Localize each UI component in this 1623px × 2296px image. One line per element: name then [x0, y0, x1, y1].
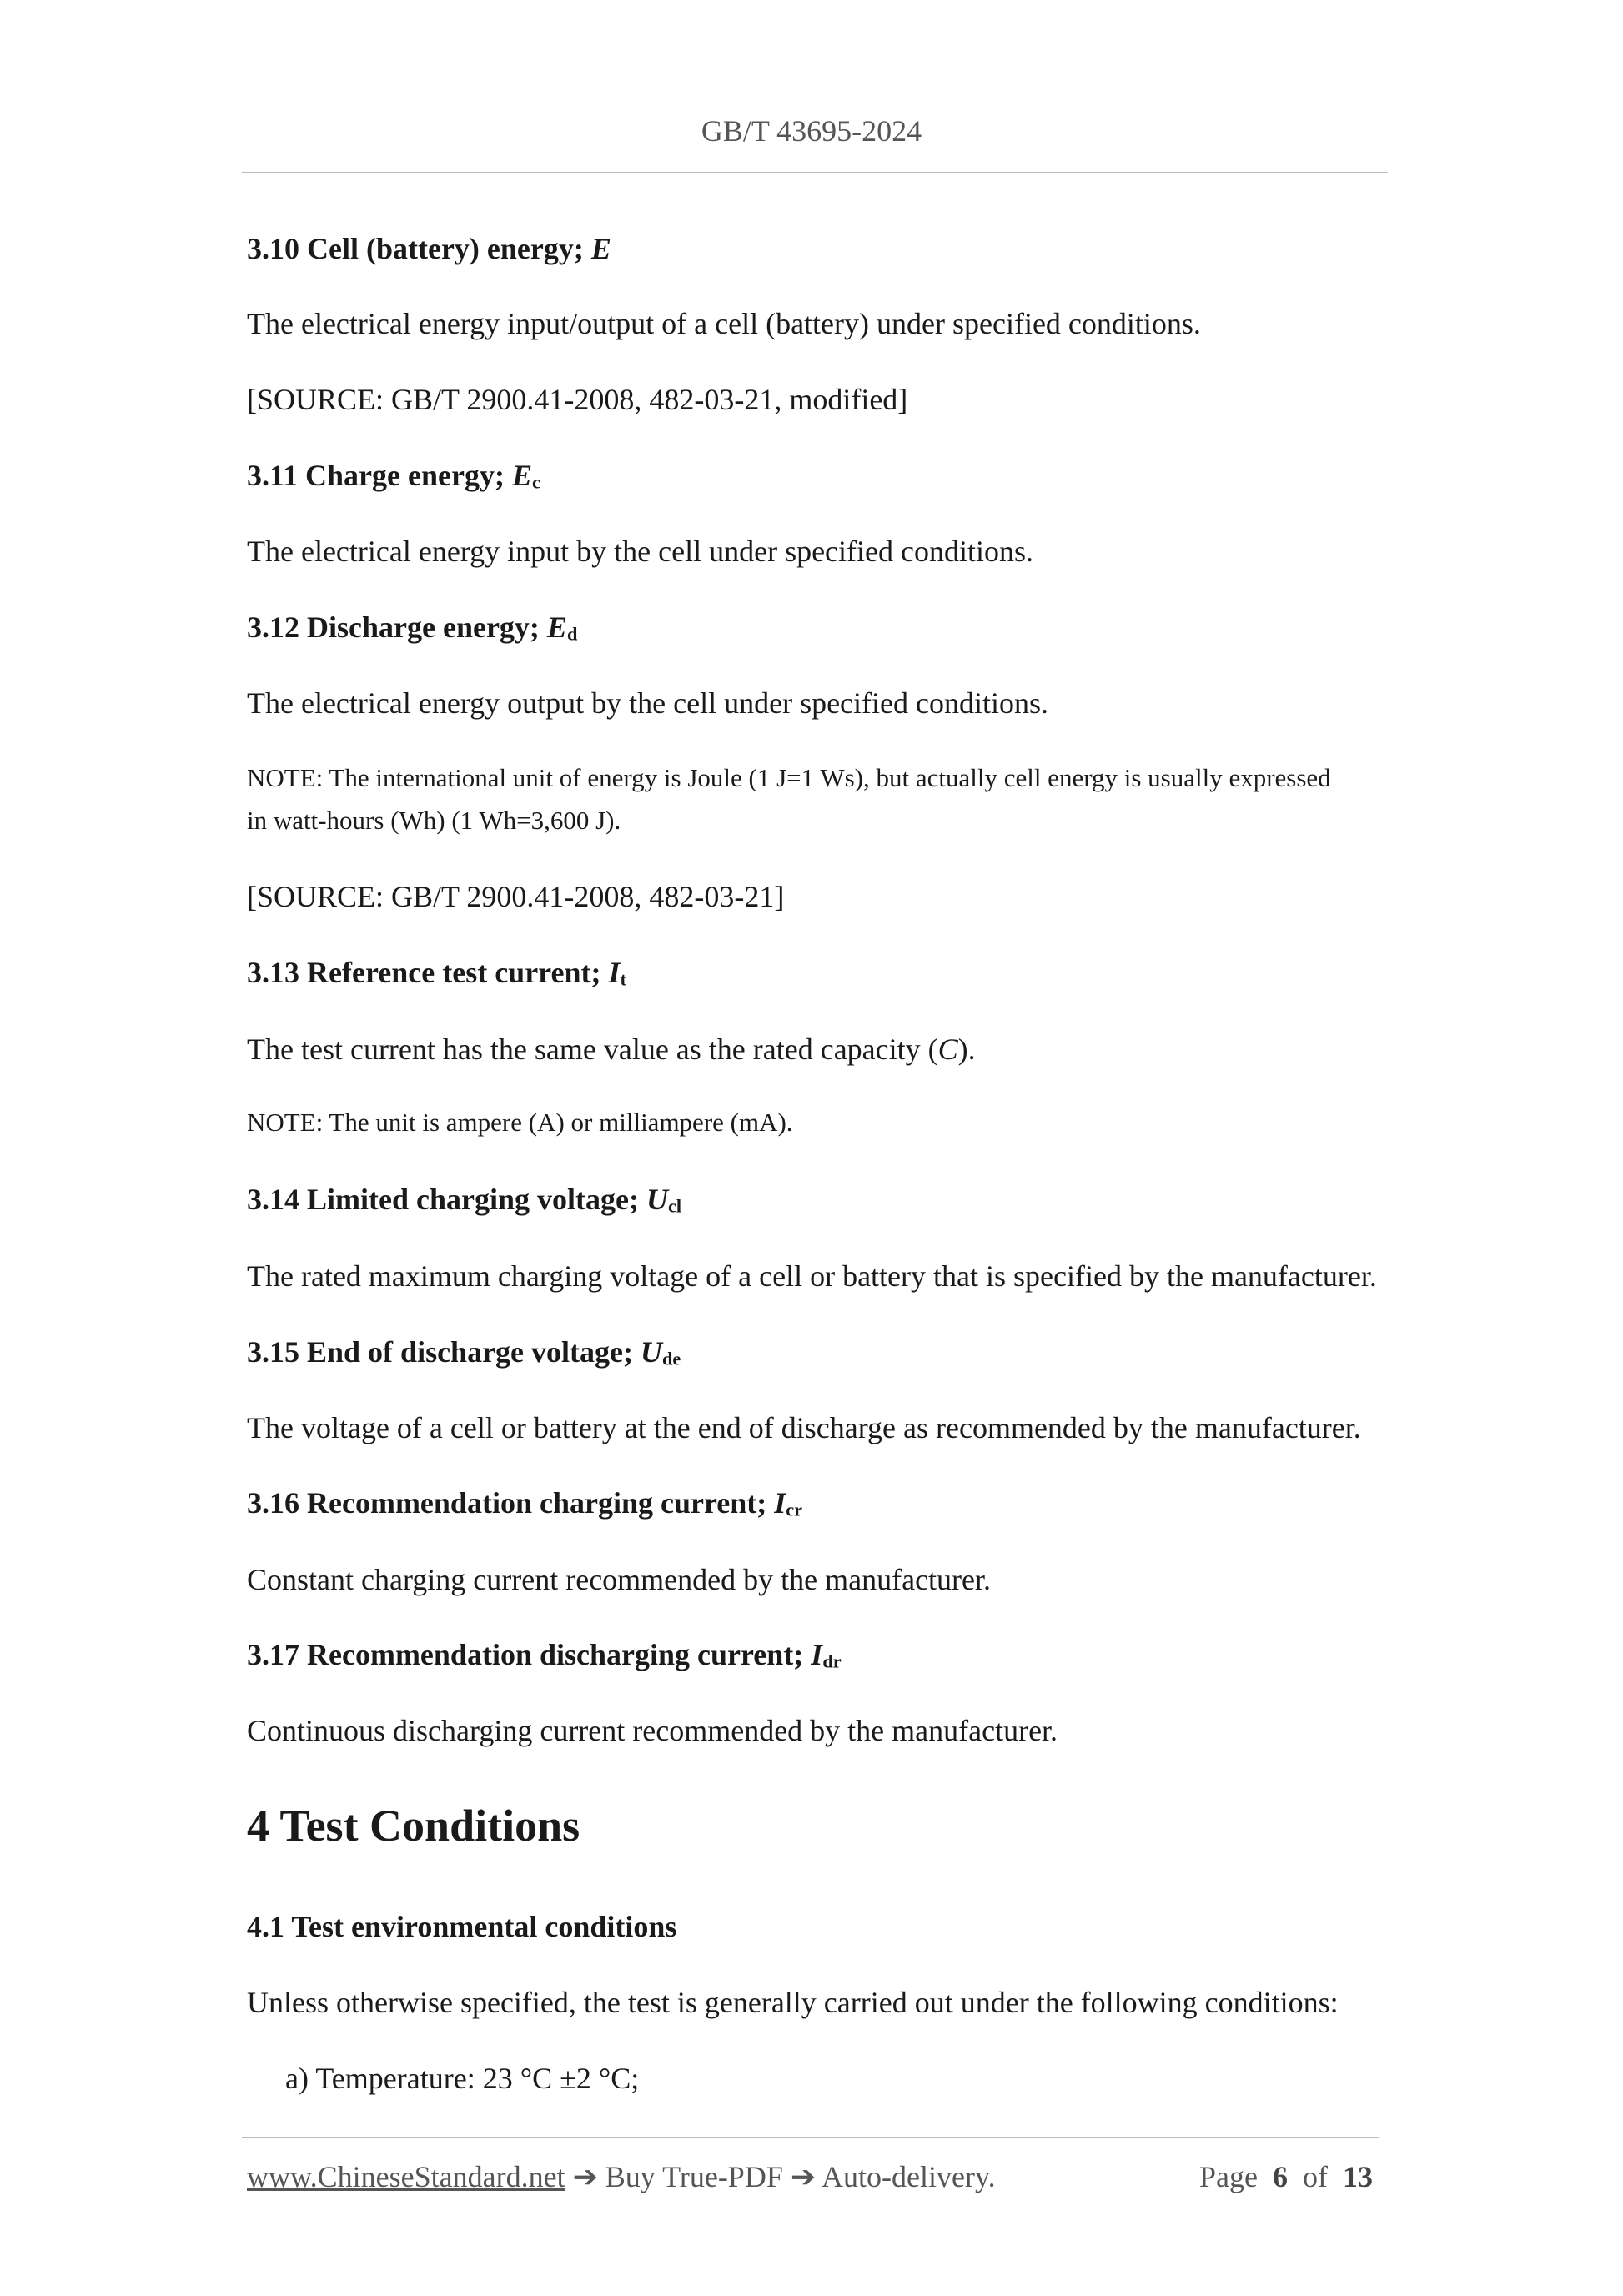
term-3-17-heading: 3.17 Recommendation discharging current; $I_{dr}$ [247, 1638, 842, 1672]
arrow-right-icon: ➔ [572, 2160, 598, 2193]
term-3-15-heading: 3.15 End of discharge voltage; $U_{de}$ [247, 1335, 681, 1369]
term-3-14-definition: The rated maximum charging voltage of a cell or battery that is specified by the manufacturer. [247, 1259, 1377, 1293]
term-3-12-note-line2: in watt-hours (Wh) (1 Wh=3,600 J). [247, 806, 621, 835]
term-3-10-definition: The electrical energy input/output of a cell (battery) under specified conditions. [247, 307, 1201, 340]
term-3-13-note: NOTE: The unit is ampere (A) or milliampere (mA). [247, 1108, 793, 1137]
term-3-12-definition: The electrical energy output by the cell under specified conditions. [247, 686, 1048, 720]
term-3-11-definition: The electrical energy input by the cell under specified conditions. [247, 535, 1033, 568]
buy-true-pdf-text: Buy True-PDF [605, 2160, 783, 2193]
list-item-temperature: a) Temperature: 23 °C ±2 °C; [285, 2062, 640, 2095]
footer-promo [247, 2162, 996, 2192]
term-3-16-heading: 3.16 Recommendation charging current; $I_{cr}$ [247, 1486, 803, 1520]
term-3-11-heading: 3.11 Charge energy; $E_c$ [247, 459, 540, 493]
term-3-13-definition: The test current has the same value as the rated capacity (C). [247, 1032, 976, 1066]
website-link[interactable]: www.ChineseStandard.net [247, 2160, 565, 2193]
header-divider [242, 172, 1388, 173]
term-3-12-note-line1: NOTE: The international unit of energy is Joule (1 J=1 Ws), but actually cell energy is usually expressed [247, 763, 1331, 792]
term-3-14-heading: 3.14 Limited charging voltage; $U_{cl}$ [247, 1183, 682, 1217]
term-3-13-heading: 3.13 Reference test current; $I_t$ [247, 956, 626, 990]
term-3-16-definition: Constant charging current recommended by the manufacturer. [247, 1563, 992, 1596]
term-3-17-definition: Continuous discharging current recommended by the manufacturer. [247, 1714, 1058, 1747]
auto-delivery-text: Auto-delivery. [822, 2160, 996, 2193]
current-page: 6 [1272, 2160, 1288, 2193]
document-id-header: GB/T 43695-2024 [701, 114, 922, 148]
total-pages: 13 [1342, 2160, 1373, 2193]
section-4-1-heading: 4.1 Test environmental conditions [247, 1910, 677, 1943]
section-4-1-intro: Unless otherwise specified, the test is generally carried out under the following conditions: [247, 1986, 1339, 2019]
term-3-10-source: [SOURCE: GB/T 2900.41-2008, 482-03-21, modified] [247, 383, 908, 416]
arrow-right-icon: ➔ [790, 2160, 817, 2193]
chapter-4-heading: 4 Test Conditions [247, 1801, 580, 1851]
term-3-12-source: [SOURCE: GB/T 2900.41-2008, 482-03-21] [247, 880, 785, 913]
term-3-15-definition: The voltage of a cell or battery at the end of discharge as recommended by the manufacturer. [247, 1411, 1361, 1444]
term-3-12-heading: 3.12 Discharge energy; $E_d$ [247, 610, 578, 645]
term-3-10-heading: 3.10 Cell (battery) energy; E [247, 232, 611, 265]
page-number: Page 6 of 13 [1199, 2160, 1373, 2193]
footer-divider [242, 2137, 1379, 2138]
